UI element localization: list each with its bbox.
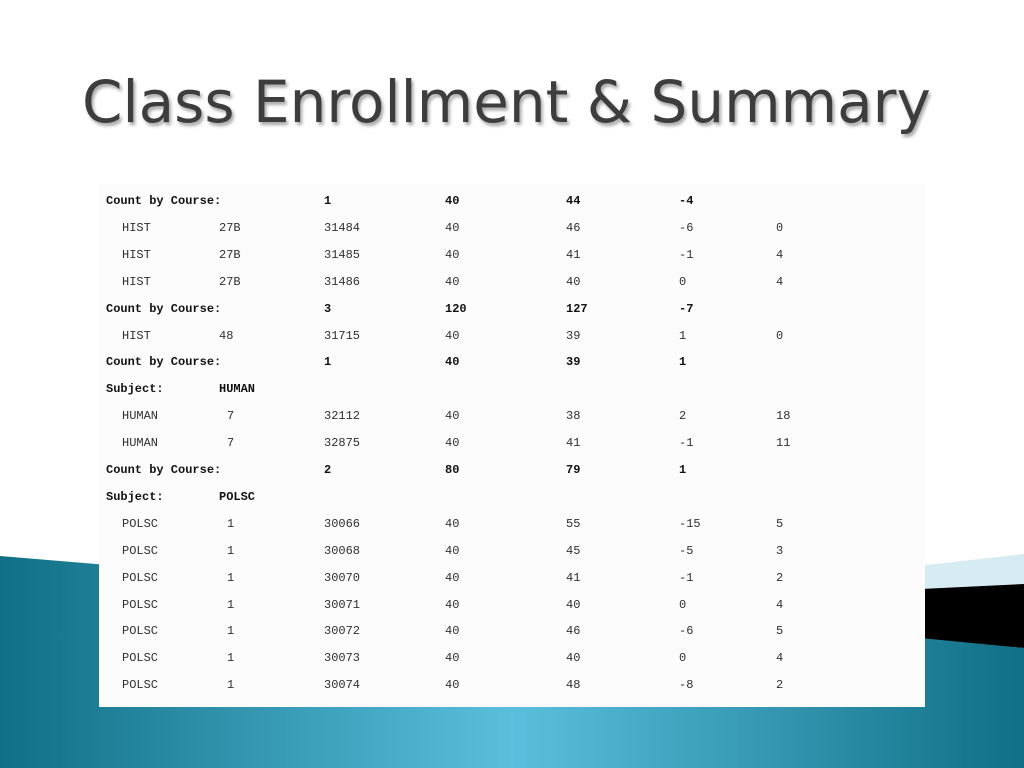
cell-subject: POLSC	[122, 543, 159, 558]
cell-class-number: 1	[324, 194, 332, 208]
cell-enrolled: 127	[566, 301, 588, 316]
cell-enrolled: 39	[566, 328, 581, 343]
cell-course: 1	[227, 597, 235, 612]
cell-subject: POLSC	[122, 624, 159, 639]
cell-subject: HIST	[122, 220, 151, 235]
cell-waitlist: 4	[776, 274, 784, 289]
cell-subject: Count by Course:	[106, 301, 222, 316]
cell-capacity: 40	[445, 516, 460, 531]
cell-enrolled: 79	[566, 463, 581, 477]
cell-course: 27B	[219, 247, 241, 262]
cell-course: 7	[227, 436, 235, 451]
cell-class-number: 31485	[324, 247, 361, 262]
cell-capacity: 40	[445, 409, 460, 424]
cell-capacity: 40	[445, 436, 460, 451]
cell-capacity: 40	[445, 651, 460, 666]
cell-course: 1	[227, 516, 235, 531]
cell-subject: POLSC	[122, 516, 159, 531]
cell-enrolled: 55	[566, 516, 581, 531]
cell-capacity: 40	[445, 597, 460, 612]
cell-enrolled: 41	[566, 247, 581, 262]
slide-title: Class Enrollment & Summary	[82, 68, 931, 136]
cell-course: 27B	[219, 220, 241, 235]
cell-capacity: 40	[445, 194, 460, 208]
cell-subject: POLSC	[122, 597, 159, 612]
cell-difference: 2	[679, 409, 687, 424]
cell-difference: 0	[679, 597, 687, 612]
cell-capacity: 40	[445, 274, 460, 289]
count-by-course-row	[99, 294, 925, 321]
cell-class-number: 30068	[324, 543, 361, 558]
cell-enrolled: 40	[566, 597, 581, 612]
cell-subject: Count by Course:	[106, 194, 222, 208]
cell-class-number: 30066	[324, 516, 361, 531]
cell-course: 7	[227, 409, 235, 424]
cell-course: 1	[227, 651, 235, 666]
cell-subject: POLSC	[122, 570, 159, 585]
count-by-course-row	[99, 347, 925, 374]
cell-subject: HUMAN	[122, 409, 159, 424]
cell-course: POLSC	[219, 489, 256, 504]
cell-difference: -8	[679, 678, 694, 693]
cell-waitlist: 18	[776, 409, 791, 424]
cell-enrolled: 45	[566, 543, 581, 558]
cell-waitlist: 2	[776, 570, 784, 585]
cell-waitlist: 4	[776, 651, 784, 666]
cell-difference: -4	[679, 194, 694, 208]
cell-course: 48	[219, 328, 234, 343]
cell-capacity: 40	[445, 543, 460, 558]
cell-enrolled: 40	[566, 651, 581, 666]
cell-waitlist: 0	[776, 328, 784, 343]
cell-subject: Subject:	[106, 382, 164, 397]
cell-waitlist: 4	[776, 597, 784, 612]
cell-class-number: 31486	[324, 274, 361, 289]
cell-enrolled: 46	[566, 220, 581, 235]
cell-class-number: 1	[324, 355, 332, 370]
cell-difference: -15	[679, 516, 701, 531]
table-row	[99, 643, 925, 670]
cell-subject: HIST	[122, 328, 151, 343]
cell-enrolled: 44	[566, 194, 581, 208]
table-row	[99, 509, 925, 536]
cell-capacity: 40	[445, 247, 460, 262]
cell-course: 1	[227, 570, 235, 585]
cell-subject: POLSC	[122, 678, 159, 693]
cell-subject: HIST	[122, 247, 151, 262]
cell-subject: Subject:	[106, 489, 164, 504]
cell-capacity: 80	[445, 463, 460, 477]
cell-capacity: 40	[445, 678, 460, 693]
cell-capacity: 40	[445, 220, 460, 235]
enrollment-report-table	[99, 184, 925, 707]
cell-capacity: 40	[445, 570, 460, 585]
table-row	[99, 670, 925, 697]
cell-enrolled: 40	[566, 274, 581, 289]
table-row	[99, 240, 925, 267]
cell-class-number: 31715	[324, 328, 361, 343]
cell-difference: -6	[679, 220, 694, 235]
cell-enrolled: 38	[566, 409, 581, 424]
cell-capacity: 40	[445, 328, 460, 343]
cell-subject: HIST	[122, 274, 151, 289]
cell-waitlist: 4	[776, 247, 784, 262]
cell-enrolled: 39	[566, 355, 581, 370]
cell-waitlist: 5	[776, 624, 784, 639]
cell-subject: Count by Course:	[106, 463, 222, 477]
cell-difference: 0	[679, 651, 687, 666]
cell-class-number: 3	[324, 301, 332, 316]
cell-enrolled: 41	[566, 436, 581, 451]
cell-difference: 1	[679, 328, 687, 343]
cell-class-number: 30074	[324, 678, 361, 693]
cell-class-number: 30073	[324, 651, 361, 666]
cell-subject: POLSC	[122, 651, 159, 666]
subject-row	[99, 482, 925, 509]
table-row	[99, 321, 925, 348]
cell-difference: 0	[679, 274, 687, 289]
cell-class-number: 30070	[324, 570, 361, 585]
table-row	[99, 401, 925, 428]
table-row	[99, 563, 925, 590]
cell-course: 1	[227, 678, 235, 693]
count-by-course-row	[99, 455, 925, 482]
cell-subject: HUMAN	[122, 436, 159, 451]
table-row	[99, 267, 925, 294]
cell-difference: 1	[679, 355, 687, 370]
cell-enrolled: 41	[566, 570, 581, 585]
cell-difference: -5	[679, 543, 694, 558]
cell-waitlist: 3	[776, 543, 784, 558]
cell-class-number: 32875	[324, 436, 361, 451]
cell-course: 1	[227, 624, 235, 639]
cell-subject: Count by Course:	[106, 355, 222, 370]
table-row	[99, 536, 925, 563]
table-row	[99, 428, 925, 455]
table-row	[99, 590, 925, 617]
cell-difference: -7	[679, 301, 694, 316]
cell-capacity: 40	[445, 624, 460, 639]
table-row	[99, 213, 925, 240]
cell-waitlist: 0	[776, 220, 784, 235]
cell-class-number: 32112	[324, 409, 361, 424]
table-row	[99, 616, 925, 643]
cell-waitlist: 5	[776, 516, 784, 531]
cell-course: 1	[227, 543, 235, 558]
cell-difference: 1	[679, 463, 687, 477]
cell-capacity: 40	[445, 355, 460, 370]
cell-course: HUMAN	[219, 382, 256, 397]
cell-difference: -1	[679, 247, 694, 262]
cell-difference: -1	[679, 570, 694, 585]
cell-waitlist: 11	[776, 436, 791, 451]
cell-difference: -6	[679, 624, 694, 639]
count-by-course-row	[99, 186, 925, 213]
cell-course: 27B	[219, 274, 241, 289]
subject-row	[99, 374, 925, 401]
cell-class-number: 30072	[324, 624, 361, 639]
cell-enrolled: 46	[566, 624, 581, 639]
cell-capacity: 120	[445, 301, 467, 316]
cell-class-number: 2	[324, 463, 332, 477]
cell-enrolled: 48	[566, 678, 581, 693]
cell-class-number: 30071	[324, 597, 361, 612]
cell-class-number: 31484	[324, 220, 361, 235]
cell-waitlist: 2	[776, 678, 784, 693]
cell-difference: -1	[679, 436, 694, 451]
